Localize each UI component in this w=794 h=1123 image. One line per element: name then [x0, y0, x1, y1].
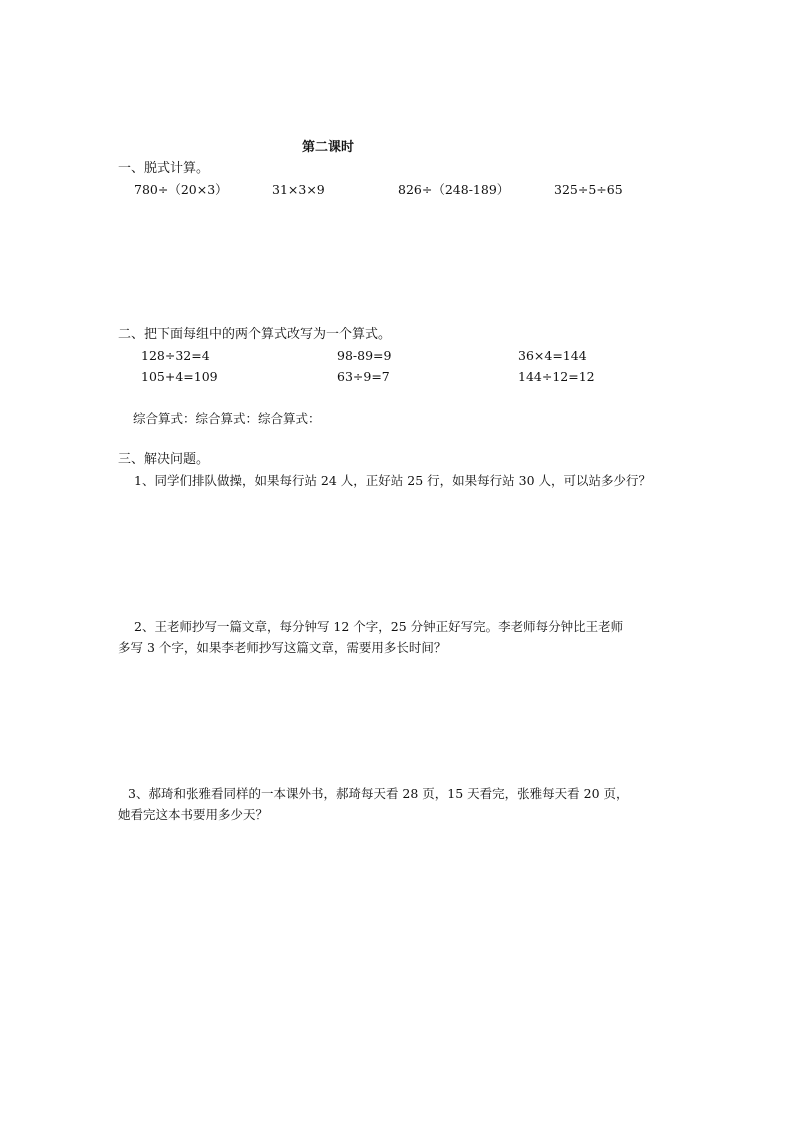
equation-r2-c2: 63÷9=7	[337, 369, 390, 384]
calc-item-1: 780÷（20×3）	[134, 182, 228, 197]
problem-2-line-2: 多写 3 个字，如果李老师抄写这篇文章，需要用多长时间？	[118, 640, 447, 655]
section3-heading: 三、解决问题。	[118, 452, 210, 467]
equation-r1-c3: 36×4=144	[518, 348, 587, 363]
equation-r2-c1: 105+4=109	[141, 369, 218, 384]
calc-item-3: 826÷（248-189）	[398, 182, 510, 197]
calc-item-2: 31×3×9	[272, 182, 325, 197]
section2-heading: 二、把下面每组中的两个算式改写为一个算式。	[118, 327, 392, 342]
problem-3-line-1: 3、郝琦和张雅看同样的一本课外书，郝琦每天看 28 页，15 天看完，张雅每天看 20 页，	[128, 786, 629, 801]
combined-formula-labels: 综合算式：综合算式：综合算式：	[133, 411, 321, 426]
problem-2-line-1: 2、王老师抄写一篇文章，每分钟写 12 个字，25 分钟正好写完。李老师每分钟比王老师	[134, 619, 624, 634]
page-title: 第二课时	[302, 140, 355, 155]
problem-1: 1、同学们排队做操，如果每行站 24 人，正好站 25 行，如果每行站 30 人，可以站多少行？	[134, 473, 652, 488]
calc-item-4: 325÷5÷65	[554, 182, 623, 197]
equation-r1-c2: 98-89=9	[337, 348, 392, 363]
section1-heading: 一、脱式计算。	[118, 161, 210, 176]
equation-r1-c1: 128÷32=4	[141, 348, 210, 363]
equation-r2-c3: 144÷12=12	[518, 369, 595, 384]
problem-3-line-2: 她看完这本书要用多少天？	[118, 807, 269, 822]
